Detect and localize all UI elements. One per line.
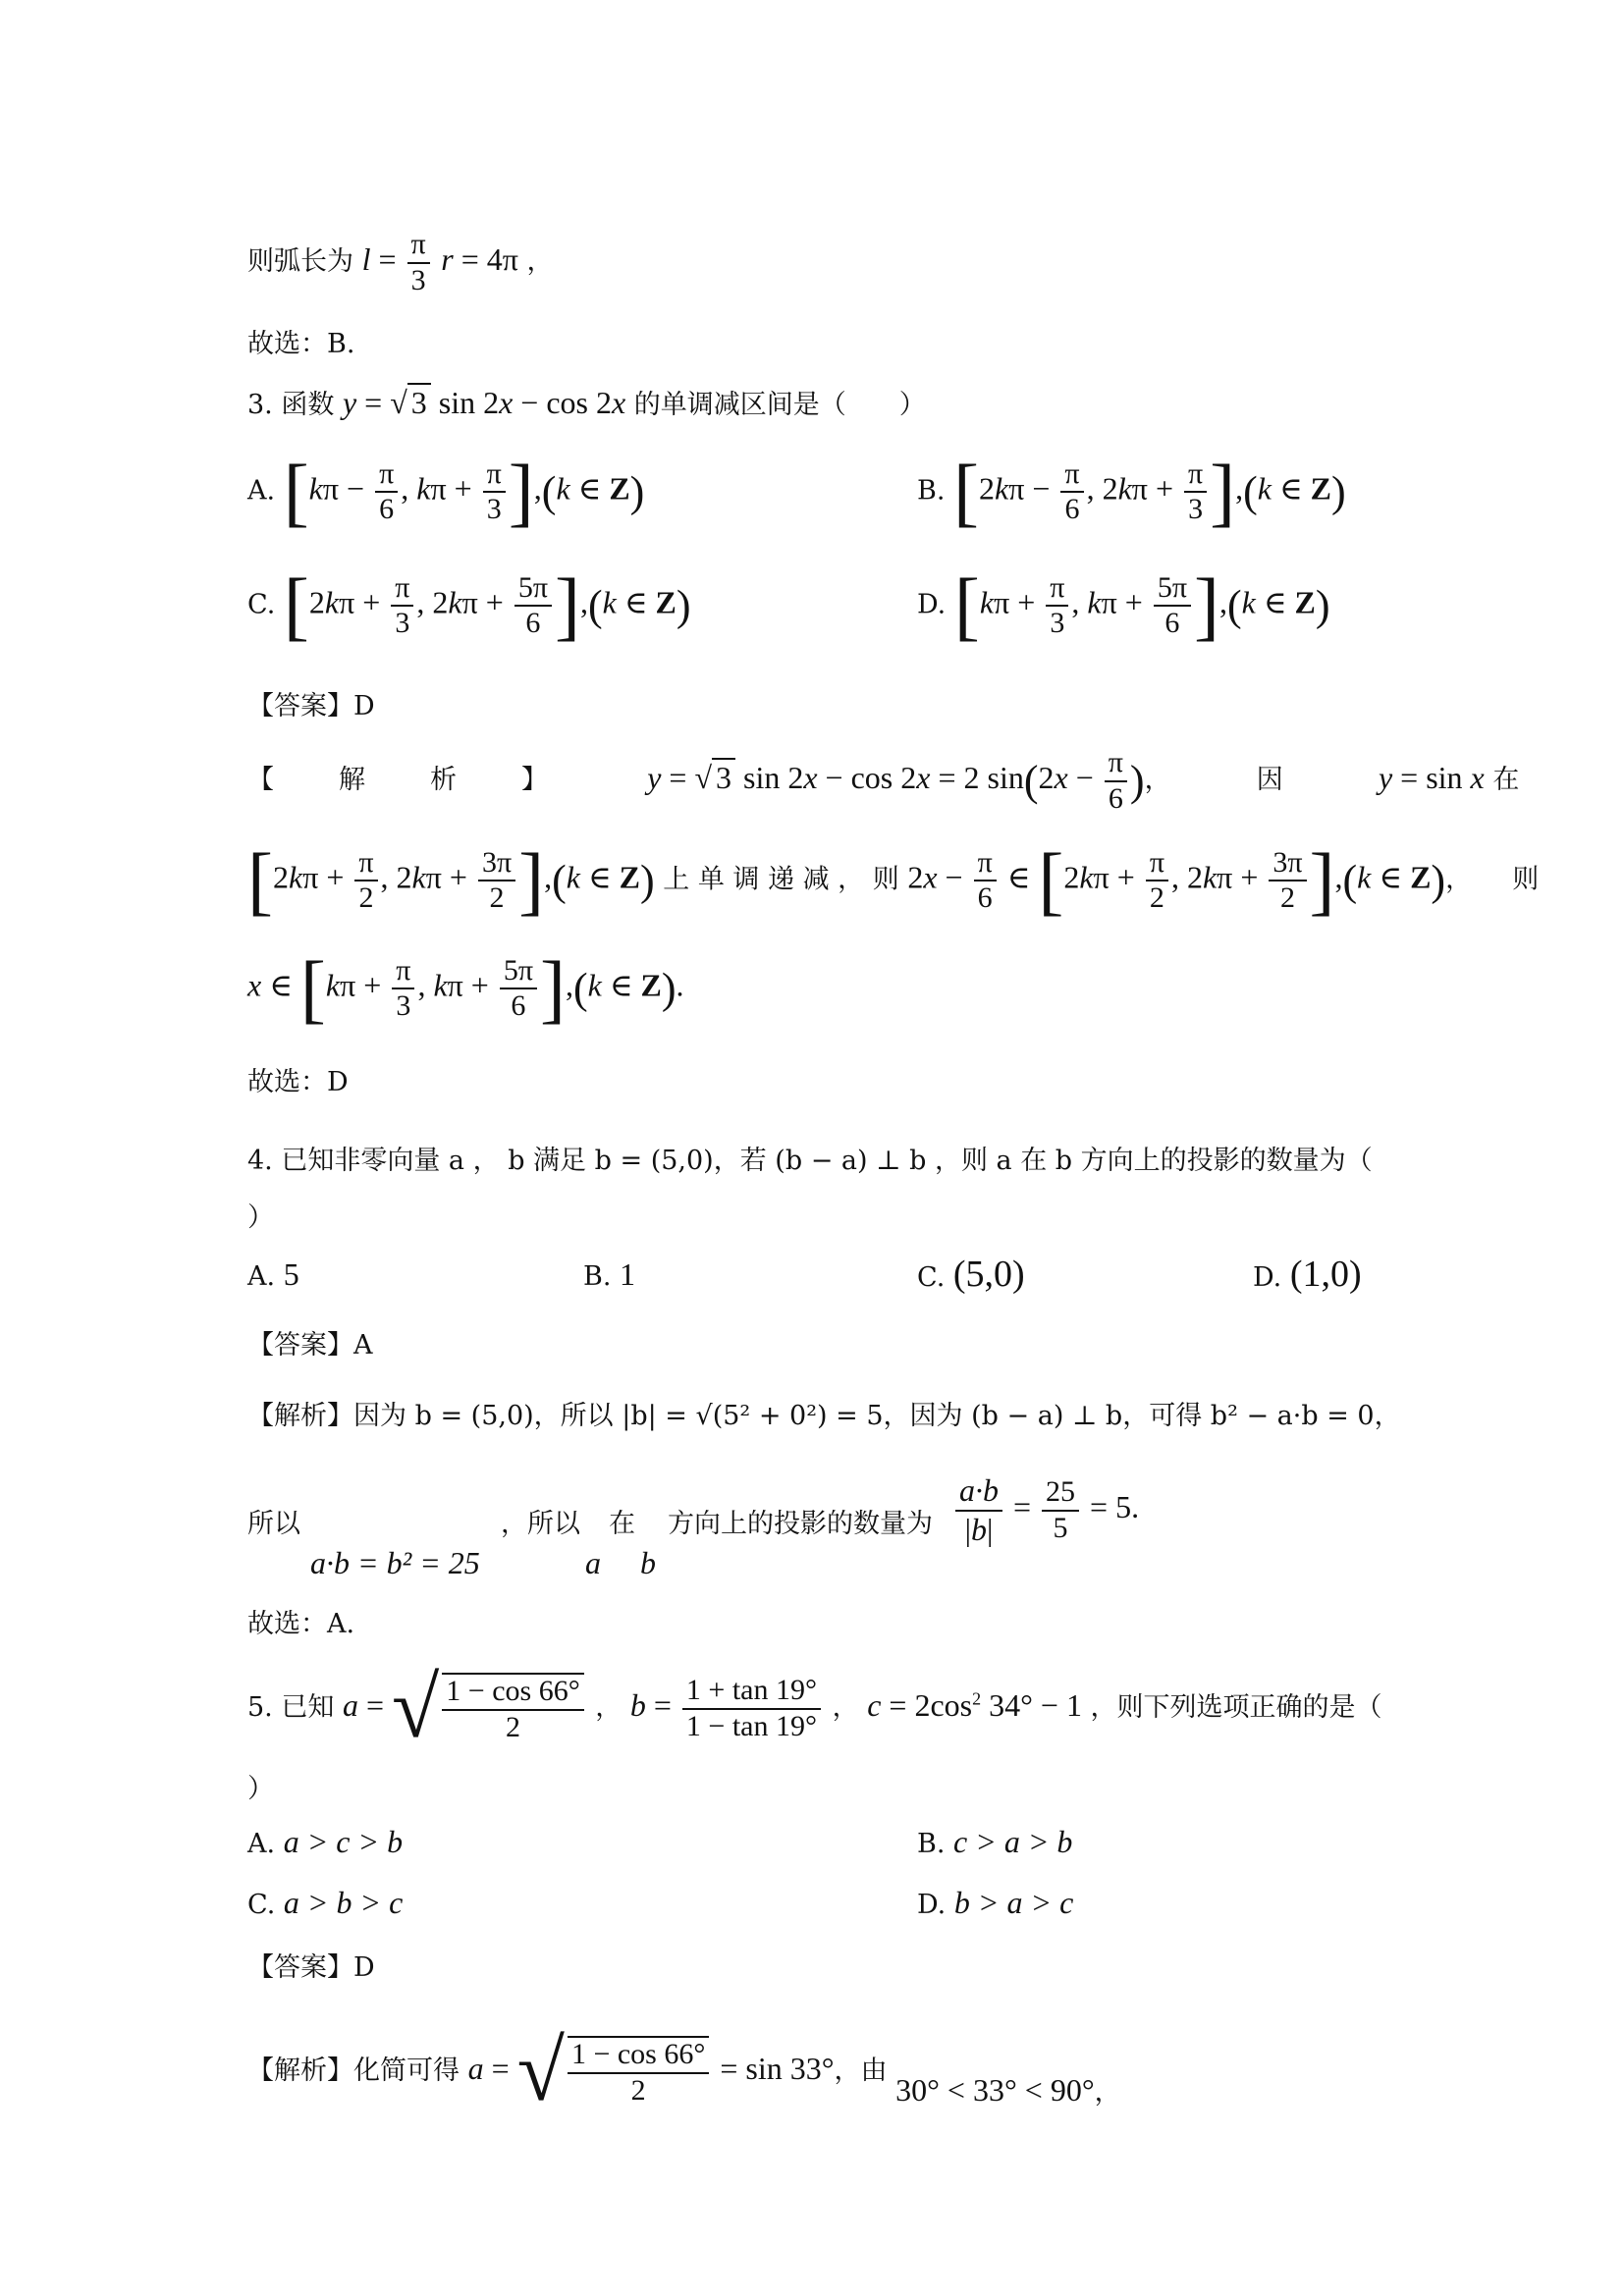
q4-answer: 【答案】A <box>247 1330 373 1361</box>
q3-option-d: D. [kπ + $\frac{\pi}{3}$ , kπ + $\frac{5\pi}{6}$ ],(k ∈ Z) <box>917 562 1330 648</box>
q5-option-d: D. b > a > c <box>917 1885 1074 1920</box>
q5-answer: 【答案】D <box>247 1952 375 1983</box>
q3-analysis-line3: x ∈ [kπ + $\frac{\pi}{3}$ , kπ + $\frac{5\pi}{6}$ ],(k ∈ Z). <box>247 945 684 1031</box>
q4-projection-formula: $\frac{a\cdot b}{|b|}$ = $\frac{25}{5}$ = 5. <box>952 1472 1139 1548</box>
arc-prefix: 则弧长为 <box>247 246 353 277</box>
q4-projection-text: 方向上的投影的数量为 <box>668 1509 933 1539</box>
q5-analysis-line1: 【解析】化简可得 a = √ $\frac{1 - \cos 66^\circ}{2}$ = sin 33°，由 30° < 33° < 90°， <box>247 2024 1121 2119</box>
q4-vector-a: a <box>585 1545 601 1580</box>
q4-option-d: D. (1,0) <box>1253 1254 1362 1295</box>
q5-stem: 5. 已知 a = √ $\frac{1 - \cos 66^\circ}{2}$ ， b = $\frac{1 + \tan 19^\circ}{1 - \tan 19^\circ}$ ， $c = 2\cos^2$ 34° − 1 ，则下列选项正确的是（ <box>247 1661 1382 1756</box>
arc-length-line: 则弧长为 l = $\frac{\pi}{3}$ r = 4π ， <box>247 228 554 296</box>
q4-option-a: A. 5 <box>247 1256 299 1292</box>
q4-suoyi: ，所以 <box>501 1509 580 1539</box>
q4-zai: 在 <box>609 1509 635 1539</box>
q2-conclusion: 故选：B. <box>247 329 355 359</box>
q3-option-b: B. [2kπ − $\frac{\pi}{6}$ , 2kπ + $\frac{\pi}{3}$ ],(k ∈ Z) <box>917 449 1346 534</box>
q3-option-c: C. [2kπ + $\frac{\pi}{3}$ , 2kπ + $\frac{5\pi}{6}$ ],(k ∈ Z) <box>247 562 691 648</box>
q4-conclusion: 故选：A. <box>247 1609 355 1639</box>
q4-analysis-line1: 【解析】因为 b = (5,0)，所以 |b| = √(5² + 0²) = 5，因为 (b − a) ⊥ b，可得 b² − a·b = 0， <box>247 1401 1401 1431</box>
q3-analysis-line2: [2kπ + $\frac{\pi}{2}$ , 2kπ + $\frac{3\pi}{2}$ ],(k ∈ Z) 上 单 调 递 减 ， 则 2x − $\frac{\pi}{6}$ ∈ [2kπ + $\frac{\pi}{2}$ , 2kπ + $\frac{3\pi}{2}$ ],(k ∈ Z)， 则 <box>247 837 1540 923</box>
q4-dot-product: a·b = b² = 25 <box>310 1545 480 1580</box>
q5-option-b: B. c > a > b <box>917 1824 1073 1859</box>
q5-option-c: C. a > b > c <box>247 1885 404 1920</box>
q5-stem-end: ） <box>247 1774 274 1804</box>
q4-option-b: B. 1 <box>583 1256 636 1292</box>
q3-analysis-line1: 【 解 析 】 y = √ 3 sin 2x − cos 2x = 2 sin(2x − $\frac{\pi}{6}$ )， 因 y = sin x 在 <box>247 746 1520 815</box>
q5-option-a: A. a > c > b <box>247 1824 404 1859</box>
q3-conclusion: 故选：D <box>247 1067 349 1097</box>
q4-stem: 4. 已知非零向量 a ， b 满足 b = (5,0)，若 (b − a) ⊥ b ，则 a 在 b 方向上的投影的数量为（ <box>247 1146 1373 1176</box>
q4-vector-b: b <box>640 1545 656 1580</box>
q4-stem-end: ） <box>247 1202 274 1233</box>
q3-stem: 3. 函数 y = √ 3 sin 2x − cos 2x 的单调减区间是（ ） <box>247 385 926 420</box>
q3-answer: 【答案】D <box>247 691 375 721</box>
q3-option-a: A. [kπ − $\frac{\pi}{6}$ , kπ + $\frac{\pi}{3}$ ],(k ∈ Z) <box>247 449 645 534</box>
q4-option-c: C. (5,0) <box>917 1254 1025 1295</box>
q4-analysis-line2: 所以 <box>247 1509 300 1539</box>
fraction-pi-over-3: $\frac{\pi}{3}$ <box>407 228 430 297</box>
